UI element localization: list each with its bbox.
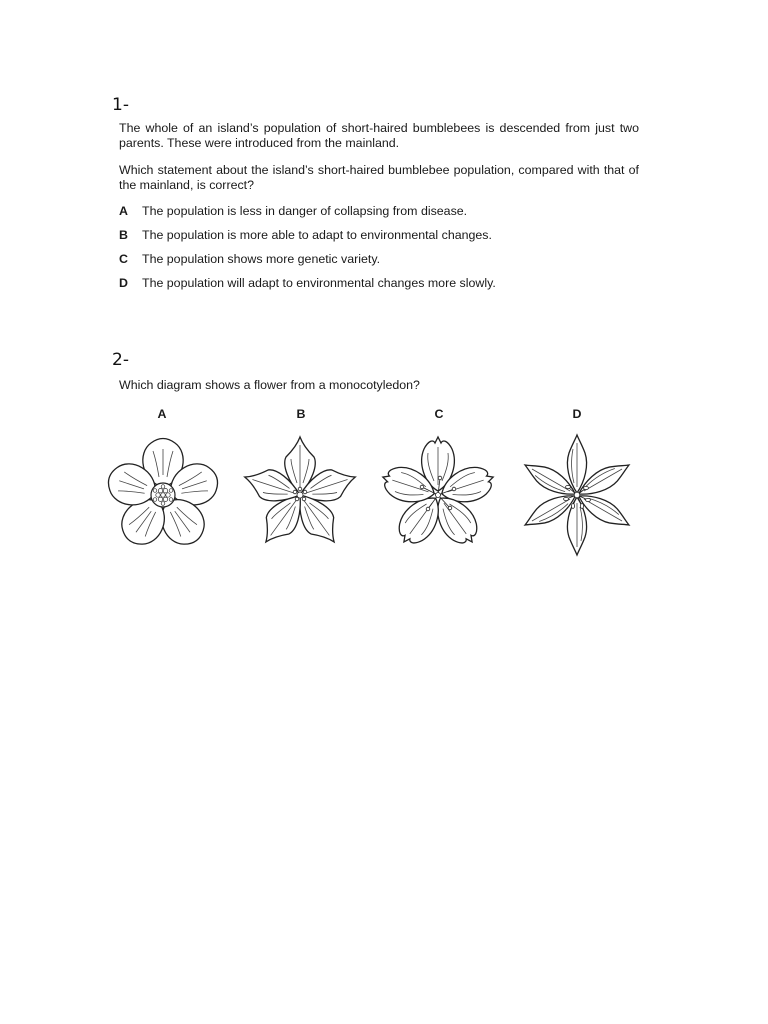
question-1-stem-paragraph-1: The whole of an island’s population of short-haired bumblebees is descended from just two parents. These were introduced from the mainland. (119, 121, 639, 150)
diagram-label-a: A (157, 407, 167, 421)
option-text: The population is less in danger of collapsing from disease. (142, 204, 468, 218)
flower-c-diagram (378, 433, 498, 558)
question-1-stem-paragraph-2: Which statement about the island’s short-haired bumblebee population, compared with that of the mainland, is correct? (119, 163, 639, 192)
question-2-stem: Which diagram shows a flower from a monocotyledon? (119, 378, 420, 392)
option-letter: C (119, 252, 128, 266)
option-letter: D (119, 276, 128, 290)
flower-b-diagram (240, 433, 360, 558)
option-text: The population is more able to adapt to environmental changes. (142, 228, 492, 242)
option-letter: A (119, 204, 128, 218)
question-2-number: 2- (112, 350, 129, 370)
flower-a-diagram (103, 433, 223, 558)
option-text: The population will adapt to environmental changes more slowly. (142, 276, 496, 290)
diagram-label-b: B (296, 407, 306, 421)
diagram-label-c: C (434, 407, 444, 421)
question-1-number: 1- (112, 95, 129, 115)
option-text: The population shows more genetic variety. (142, 252, 381, 266)
diagram-label-d: D (572, 407, 582, 421)
option-letter: B (119, 228, 128, 242)
flower-d-diagram (517, 433, 637, 558)
